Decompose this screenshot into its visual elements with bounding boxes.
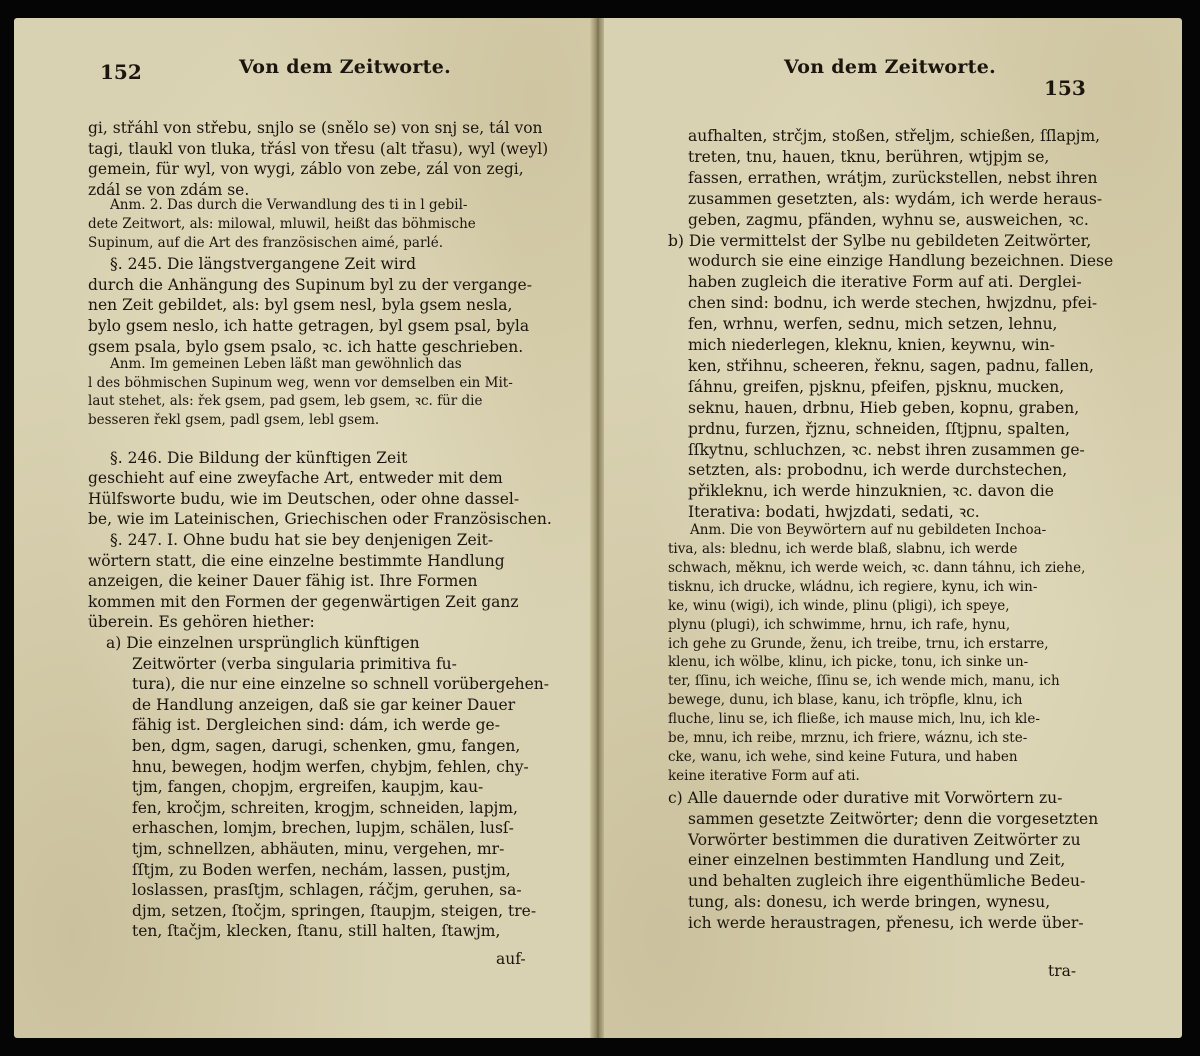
text-line: ſſtjm, zu Boden werfen, nechám, lassen, pustjm,: [132, 860, 511, 879]
text-line: be, wie im Lateinischen, Griechischen oder Französischen.: [88, 510, 552, 529]
text-line: c) Alle dauernde oder durative mit Vorwörtern zu-: [668, 788, 1063, 807]
text-line: wodurch sie eine einzige Handlung bezeichnen. Diese: [688, 252, 1114, 271]
text-line: loslassen, prasſtjm, schlagen, ráčjm, geruhen, sa-: [132, 881, 522, 900]
page-number: 152: [100, 60, 142, 84]
text-line: Vorwörter bestimmen die durativen Zeitwörter zu: [688, 830, 1081, 849]
text-line: setzten, als: probodnu, ich werde durchstechen,: [688, 461, 1068, 480]
text-line: ten, ſtačjm, klecken, ſtanu, still halten, ſtawjm,: [132, 922, 501, 941]
text-line: fluche, linu se, ich fließe, ich mause mich, lnu, ich kle-: [668, 711, 1040, 728]
text-line: l des böhmischen Supinum weg, wenn vor demselben ein Mit-: [88, 374, 513, 391]
text-line: haben zugleich die iterative Form auf ati. Derglei-: [688, 273, 1082, 292]
text-line: anzeigen, die keiner Dauer fähig ist. Ihre Formen: [88, 572, 478, 591]
text-line: keine iterative Form auf ati.: [668, 767, 860, 784]
text-line: ke, winu (wigi), ich winde, plinu (pligi), ich speye,: [668, 597, 1010, 614]
text-line: Anm. 2. Das durch die Verwandlung des ti in l gebil-: [110, 197, 468, 214]
text-line: und behalten zugleich ihre eigenthümliche Bedeu-: [688, 872, 1086, 891]
text-line: seknu, hauen, drbnu, Hieb geben, kopnu, graben,: [688, 398, 1080, 417]
left-page: [14, 18, 592, 1038]
catchword: tra-: [1048, 962, 1077, 980]
text-line: tiva, als: blednu, ich werde blaß, slabnu, ich werde: [668, 541, 1018, 557]
text-line: tjm, fangen, chopjm, ergreifen, kaupjm, kau-: [132, 778, 484, 797]
text-line: zdál se von zdám se.: [88, 180, 250, 199]
text-line: kommen mit den Formen der gegenwärtigen Zeit ganz: [88, 592, 519, 611]
text-line: tisknu, ich drucke, wládnu, ich regiere, kynu, ich win-: [668, 578, 1038, 595]
text-line: gi, střáhl von střebu, snjlo se (snělo se) von snj se, tál von: [88, 119, 543, 137]
text-line: geben, zagmu, pfänden, wyhnu se, ausweichen, ꝛc.: [688, 210, 1089, 229]
text-line: ſáhnu, greifen, pjsknu, pfeifen, pjsknu, mucken,: [688, 377, 1065, 396]
text-line: ſſkytnu, schluchzen, ꝛc. nebst ihren zusammen ge-: [688, 440, 1085, 459]
text-line: überein. Es gehören hiether:: [88, 613, 315, 632]
text-line: treten, tnu, hauen, tknu, berühren, wtjpjm se,: [688, 147, 1050, 166]
text-line: prdnu, furzen, řjznu, schneiden, ſſtjpnu, spalten,: [688, 419, 1070, 438]
text-line: gemein, für wyl, von wygi, záblo von zebe, zál von zegi,: [88, 160, 524, 179]
text-line: tura), die nur eine einzelne so schnell vorübergehen-: [132, 675, 550, 694]
text-line: tagi, tlaukl von tluka, třásl von třesu (alt třasu), wyl (weyl): [88, 139, 549, 158]
text-line: §. 247. I. Ohne budu hat sie bey denjenigen Zeit-: [110, 531, 494, 549]
text-line: fen, wrhnu, werfen, sednu, mich setzen, lehnu,: [688, 315, 1058, 334]
text-line: geschieht auf eine zweyfache Art, entweder mit dem: [88, 469, 503, 488]
text-line: §. 245. Die längstvergangene Zeit wird: [110, 255, 417, 274]
text-line: fen, kročjm, schreiten, krogjm, schneiden, lapjm,: [132, 798, 518, 817]
page-number: 153: [1044, 76, 1086, 100]
right-page: [604, 18, 1182, 1038]
text-line: Zeitwörter (verba singularia primitiva fu-: [132, 654, 457, 673]
text-line: sammen gesetzte Zeitwörter; denn die vorgesetzten: [688, 809, 1099, 828]
text-line: klenu, ich wölbe, klinu, ich picke, tonu, ich sinke un-: [668, 654, 1029, 671]
text-line: b) Die vermittelst der Sylbe nu gebildeten Zeitwörter,: [668, 231, 1092, 250]
text-line: cke, wanu, ich wehe, sind keine Futura, und haben: [668, 748, 1018, 765]
text-line: ter, ſſinu, ich weiche, ſſinu se, ich wende mich, manu, ich: [668, 673, 1060, 690]
text-line: hnu, bewegen, hodjm werfen, chybjm, fehlen, chy-: [132, 757, 529, 776]
text-line: mich niederlegen, kleknu, knien, keywnu, win-: [688, 336, 1055, 354]
running-head: Von dem Zeitworte.: [784, 56, 997, 78]
text-line: ich gehe zu Grunde, ženu, ich treibe, trnu, ich erstarre,: [668, 635, 1049, 652]
text-line: ich werde heraustragen, přenesu, ich werde über-: [688, 914, 1084, 933]
text-line: besseren řekl gsem, padl gsem, lebl gsem.: [88, 412, 380, 428]
text-line: durch die Anhängung des Supinum byl zu der vergange-: [88, 275, 532, 294]
text-line: zusammen gesetzten, als: wydám, ich werde heraus-: [688, 189, 1103, 208]
text-line: nen Zeit gebildet, als: byl gsem nesl, byla gsem nesla,: [88, 296, 513, 315]
text-line: bylo gsem neslo, ich hatte getragen, byl gsem psal, byla: [88, 317, 530, 335]
catchword: auf-: [496, 950, 526, 968]
text-line: Supinum, auf die Art des französischen aimé, parlé.: [88, 234, 444, 251]
text-line: schwach, měknu, ich werde weich, ꝛc. dann táhnu, ich ziehe,: [668, 559, 1086, 576]
text-line: přikleknu, ich werde hinzuknien, ꝛc. davon die: [688, 482, 1054, 501]
text-line: bewege, dunu, ich blase, kanu, ich tröpfle, klnu, ich: [668, 692, 1023, 709]
text-line: fassen, errathen, wrátjm, zurückstellen, nebst ihren: [688, 168, 1098, 187]
text-line: §. 246. Die Bildung der künftigen Zeit: [110, 448, 408, 467]
text-line: chen sind: bodnu, ich werde stechen, hwjzdnu, pfei-: [688, 294, 1098, 313]
text-line: ben, dgm, sagen, darugi, schenken, gmu, fangen,: [132, 737, 521, 755]
text-line: djm, setzen, ſtočjm, springen, ſtaupjm, steigen, tre-: [132, 901, 537, 920]
text-line: ken, střihnu, scheeren, řeknu, sagen, padnu, fallen,: [688, 356, 1094, 375]
text-line: fähig ist. Dergleichen sind: dám, ich werde ge-: [132, 716, 500, 735]
text-line: tung, als: donesu, ich werde bringen, wynesu,: [688, 893, 1051, 912]
text-line: de Handlung anzeigen, daß sie gar keiner Dauer: [132, 695, 516, 714]
text-line: Iterativa: bodati, hwjzdati, sedati, ꝛc.: [688, 503, 980, 522]
text-line: einer einzelnen bestimmten Handlung und Zeit,: [688, 851, 1066, 870]
text-line: wörtern statt, die eine einzelne bestimmte Handlung: [88, 551, 505, 570]
text-line: Anm. Die von Beywörtern auf nu gebildeten Inchoa-: [690, 522, 1047, 539]
text-line: dete Zeitwort, als: milowal, mluwil, heißt das böhmische: [88, 216, 476, 232]
running-head: Von dem Zeitworte.: [239, 56, 452, 78]
text-line: Hülfsworte budu, wie im Deutschen, oder ohne dassel-: [88, 489, 520, 508]
text-line: aufhalten, strčjm, stoßen, střeljm, schießen, ſſlapjm,: [688, 127, 1101, 145]
text-line: erhaschen, lomjm, brechen, lupjm, schälen, lusſ-: [132, 819, 514, 838]
text-line: plynu (plugi), ich schwimme, hrnu, ich rafe, hynu,: [668, 616, 1011, 633]
text-line: be, mnu, ich reibe, mrznu, ich friere, wáznu, ich ste-: [668, 730, 1028, 746]
text-line: Anm. Im gemeinen Leben läßt man gewöhnlich das: [110, 356, 462, 373]
text-line: tjm, schnellzen, abhäuten, minu, vergehen, mr-: [132, 840, 505, 858]
text-line: laut stehet, als: řek gsem, pad gsem, leb gsem, ꝛc. für die: [88, 393, 483, 410]
text-line: a) Die einzelnen ursprünglich künftigen: [106, 634, 420, 652]
text-line: gsem psala, bylo gsem psalo, ꝛc. ich hatte geschrieben.: [88, 337, 524, 356]
